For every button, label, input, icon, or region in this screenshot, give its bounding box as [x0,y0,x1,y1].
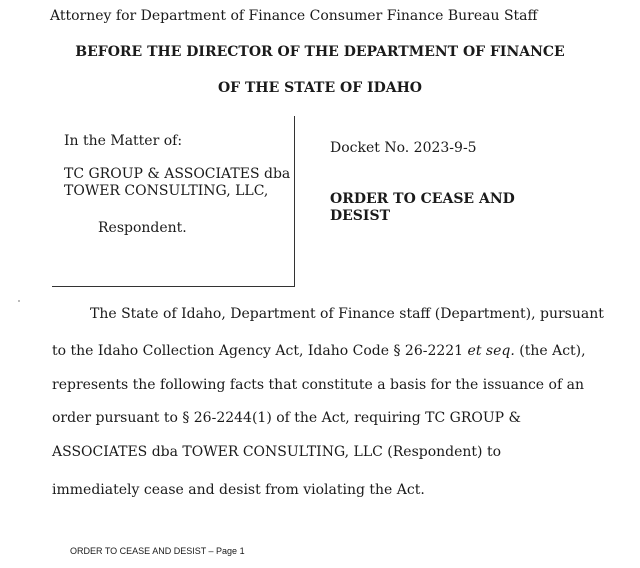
body-line-6: immediately cease and desist from violating the Act. [52,482,425,498]
body-line-5: ASSOCIATES dba TOWER CONSULTING, LLC (Respondent) to [52,444,502,460]
body-line-2 [52,343,586,359]
page-footer: ORDER TO CEASE AND DESIST – Page 1 [70,546,245,556]
body-line-4: order pursuant to § 26-2244(1) of the Act, requiring TC GROUP & [52,410,522,426]
order-title: ORDER TO CEASE AND DESIST [330,191,515,224]
document-title-line-1: BEFORE THE DIRECTOR OF THE DEPARTMENT OF FINANCE [75,44,565,60]
respondent-name [64,166,290,200]
margin-mark [18,300,20,302]
respondent-label: Respondent. [98,220,187,236]
docket-number: Docket No. 2023-9-5 [330,140,477,156]
et-seq-italic: et seq. [467,343,515,359]
body-line-3: represents the following facts that constitute a basis for the issuance of an [52,377,584,393]
attorney-line: Attorney for Department of Finance Consumer Finance Bureau Staff [50,8,538,24]
matter-label: In the Matter of: [64,133,183,149]
document-title-line-2: OF THE STATE OF IDAHO [217,80,422,96]
body-line-2-start: to the Idaho Collection Agency Act, Idaho Code § 26-2221 [52,343,468,359]
respondent-name-line-1: TC GROUP & ASSOCIATES dba [64,166,291,182]
body-line-2-end: (the Act), [514,343,586,359]
body-line-1: The State of Idaho, Department of Finance staff (Department), pursuant [90,306,604,322]
respondent-name-line-2: TOWER CONSULTING, LLC, [64,183,269,199]
case-caption-box [52,116,295,287]
